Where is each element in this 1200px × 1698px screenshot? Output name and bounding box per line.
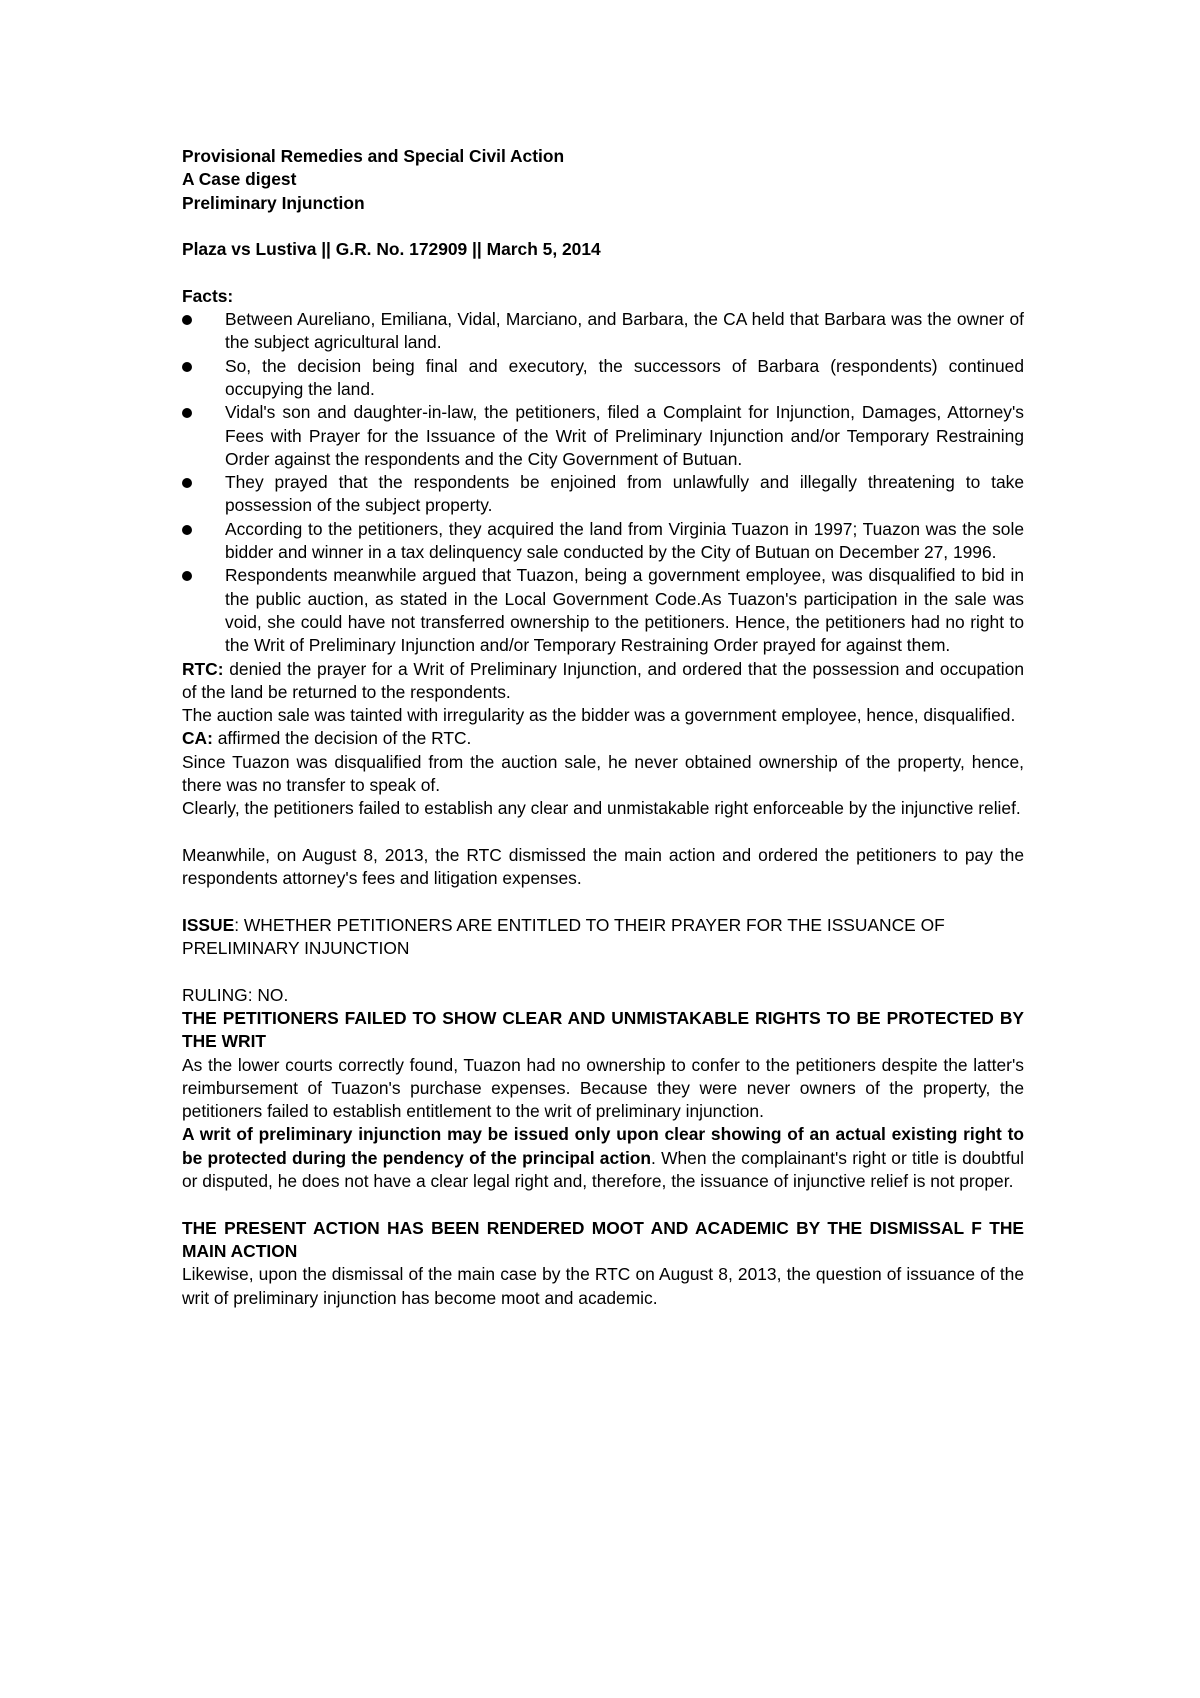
- facts-item-text: Vidal's son and daughter-in-law, the petitioners, filed a Complaint for Injunction, Damages, Attorney's Fees with Prayer for the Issuance of the Writ of Preliminary Injunction and/or Temporary Restraining Order against the respondents and the City Government of Butuan.: [225, 402, 1024, 469]
- rtc-text: denied the prayer for a Writ of Preliminary Injunction, and ordered that the possession and occupation of the land be returned to the respondents.: [182, 658, 1024, 702]
- topic-title: Preliminary Injunction: [182, 192, 365, 213]
- meanwhile-paragraph: Meanwhile, on August 8, 2013, the RTC dismissed the main action and ordered the petitioners to pay the respondents attorney's fees and litigation expenses.: [182, 844, 1024, 889]
- ruling-heading-2: THE PRESENT ACTION HAS BEEN RENDERED MOOT AND ACADEMIC BY THE DISMISSAL F THE MAIN ACTION: [182, 1217, 1024, 1261]
- bullet-icon: [182, 408, 192, 418]
- spacer: [182, 261, 1024, 284]
- bullet-icon: [182, 571, 192, 581]
- ruling-paragraph-3: Likewise, upon the dismissal of the main case by the RTC on August 8, 2013, the question of issuance of the writ of preliminary injunction has become moot and academic.: [182, 1264, 1024, 1308]
- spacer: [182, 1193, 1024, 1216]
- ruling-paragraph-1: As the lower courts correctly found, Tuazon had no ownership to confer to the petitioners despite the latter's reimbursement of Tuazon's purchase expenses. Because they were never owners of the property, the petitioners failed to establish entitlement to the writ of preliminary injunction.: [182, 1054, 1024, 1122]
- spacer: [182, 891, 1024, 914]
- facts-item: [182, 401, 1024, 471]
- spacer: [182, 215, 1024, 238]
- ruling-paragraph-2-rest: . When the complainant's right or title is doubtful or disputed, he does not have a clear legal right and, therefore, the issuance of injunctive relief is not proper.: [182, 1147, 1024, 1192]
- ca-text: affirmed the decision of the RTC.: [212, 728, 472, 749]
- facts-item-text: So, the decision being final and executory, the successors of Barbara (respondents) continued occupying the land.: [225, 355, 1024, 399]
- facts-item-text: They prayed that the respondents be enjoined from unlawfully and illegally threatening to take possession of the subject property.: [225, 472, 1024, 516]
- facts-item: [182, 355, 1024, 402]
- spacer: [182, 821, 1024, 844]
- issue-paragraph: [182, 914, 1024, 961]
- issue-label: ISSUE: [182, 914, 235, 935]
- rtc-paragraph: [182, 658, 1024, 705]
- facts-item: [182, 471, 1024, 518]
- ca-reason-2: Clearly, the petitioners failed to establish any clear and unmistakable right enforceable by the injunctive relief.: [182, 798, 1021, 819]
- ca-label: CA:: [182, 728, 213, 749]
- spacer: [182, 960, 1024, 983]
- rtc-reason: The auction sale was tainted with irregularity as the bidder was a government employee, hence, disqualified.: [182, 705, 1016, 726]
- facts-item-text: Respondents meanwhile argued that Tuazon, being a government employee, was disqualified to bid in the public auction, as stated in the Local Government Code.As Tuazon's participation in the sale was void, she could have not transferred ownership to the petitioners. Hence, the petitioners had no right to the Writ of Preliminary Injunction and/or Temporary Restraining Order prayed for against them.: [225, 565, 1024, 656]
- bullet-icon: [182, 315, 192, 325]
- ruling-label: RULING: NO.: [182, 984, 289, 1005]
- document-page: [182, 145, 1024, 1310]
- facts-item-text: Between Aureliano, Emiliana, Vidal, Marciano, and Barbara, the CA held that Barbara was the owner of the subject agricultural land.: [225, 309, 1024, 353]
- facts-item-text: According to the petitioners, they acquired the land from Virginia Tuazon in 1997; Tuazon was the sole bidder and winner in a tax delinquency sale conducted by the City of Butuan on December 27, 1996.: [225, 518, 1024, 563]
- ruling-emphasis: A writ of preliminary injunction may be issued only upon clear showing of an actual existing right to be protected during the pendency of the principal action: [182, 1124, 1024, 1168]
- facts-item: [182, 564, 1024, 657]
- facts-list: [182, 308, 1024, 657]
- bullet-icon: [182, 525, 192, 535]
- facts-item: [182, 518, 1024, 565]
- ca-paragraph: [182, 727, 1024, 750]
- bullet-icon: [182, 478, 192, 488]
- ruling-paragraph-2: [182, 1123, 1024, 1193]
- bullet-icon: [182, 362, 192, 372]
- rtc-label: RTC:: [182, 658, 224, 679]
- case-title: Plaza vs Lustiva || G.R. No. 172909 || March 5, 2014: [182, 239, 601, 260]
- document-subtitle: A Case digest: [182, 169, 297, 190]
- ca-reason-1: Since Tuazon was disqualified from the auction sale, he never obtained ownership of the property, hence, there was no transfer to speak of.: [182, 751, 1024, 796]
- ruling-heading-1: THE PETITIONERS FAILED TO SHOW CLEAR AND UNMISTAKABLE RIGHTS TO BE PROTECTED BY THE WRIT: [182, 1007, 1024, 1052]
- course-title: Provisional Remedies and Special Civil Action: [182, 146, 565, 166]
- facts-item: [182, 308, 1024, 355]
- issue-text: : WHETHER PETITIONERS ARE ENTITLED TO THEIR PRAYER FOR THE ISSUANCE OF PRELIMINARY INJUNCTION: [182, 914, 945, 959]
- facts-heading: Facts:: [182, 285, 234, 306]
